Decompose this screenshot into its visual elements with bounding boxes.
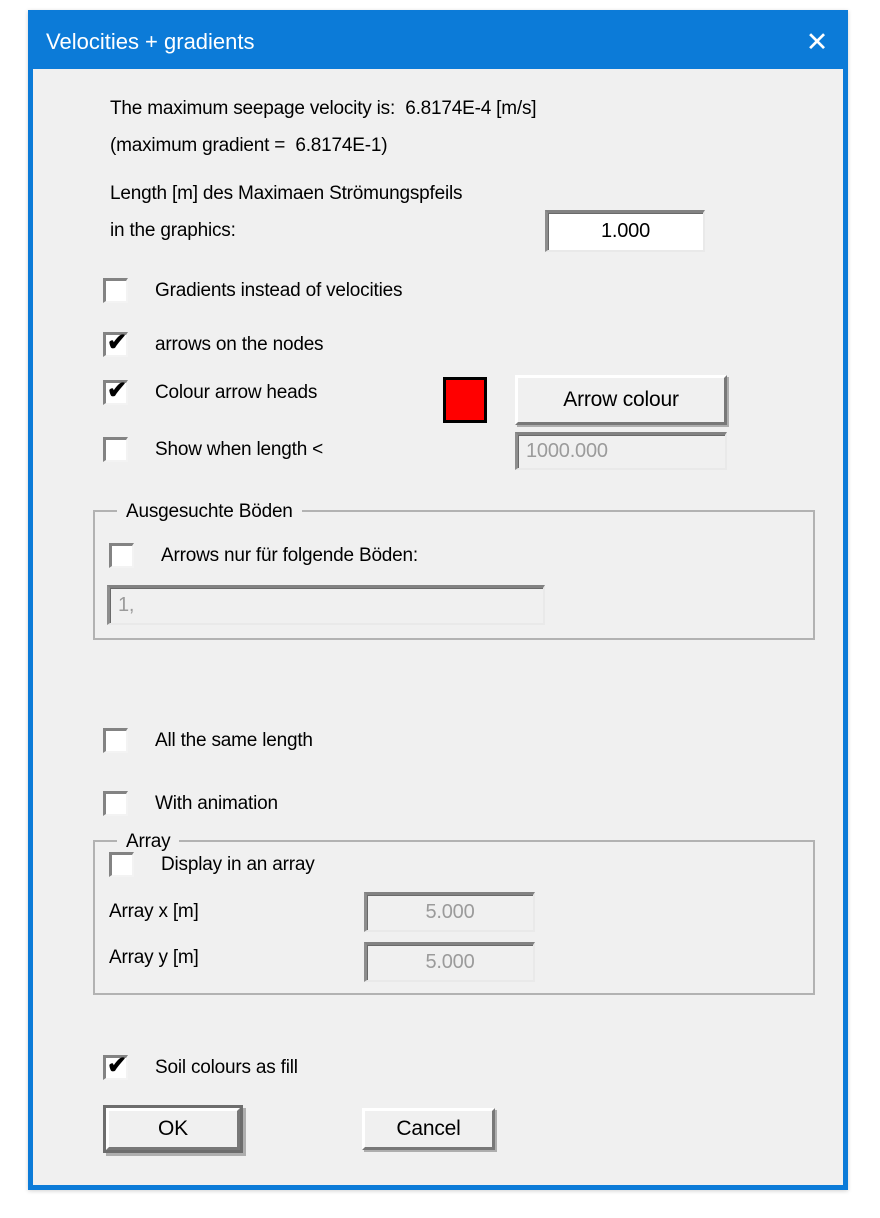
colour-arrow-heads-checkbox[interactable] bbox=[103, 376, 128, 405]
gradients-instead-row bbox=[103, 278, 402, 303]
array-group-title: Array bbox=[117, 829, 179, 854]
all-same-length-row bbox=[103, 728, 313, 753]
display-in-array-checkbox[interactable] bbox=[109, 852, 134, 877]
gradients-instead-checkbox[interactable] bbox=[103, 278, 128, 303]
all-same-length-checkbox[interactable] bbox=[103, 728, 128, 753]
soil-colours-row bbox=[103, 1051, 298, 1080]
show-when-length-row bbox=[103, 437, 323, 462]
dialog-title: Velocities + gradients bbox=[46, 29, 255, 54]
close-icon: ✕ bbox=[805, 26, 829, 57]
selected-soils-group bbox=[93, 501, 815, 640]
soil-colours-label: Soil colours as fill bbox=[155, 1057, 298, 1078]
all-same-length-label: All the same length bbox=[155, 730, 313, 751]
array-x-label: Array x [m] bbox=[109, 901, 199, 922]
gradients-instead-label: Gradients instead of velocities bbox=[155, 280, 403, 301]
colour-arrow-heads-row bbox=[103, 376, 318, 405]
title-bar[interactable] bbox=[33, 15, 843, 69]
array-x-input[interactable]: 5.000 bbox=[364, 892, 535, 932]
checkmark-icon: ✔ bbox=[106, 1051, 128, 1079]
arrows-on-nodes-label: arrows on the nodes bbox=[155, 334, 324, 355]
array-y-input[interactable]: 5.000 bbox=[364, 942, 535, 982]
display-in-array-label: Display in an array bbox=[161, 854, 315, 875]
colour-arrow-heads-label: Colour arrow heads bbox=[155, 382, 318, 403]
dialog-body bbox=[33, 69, 843, 1185]
display-in-array-row bbox=[109, 852, 315, 877]
with-animation-row bbox=[103, 791, 278, 816]
arrow-colour-swatch bbox=[443, 377, 487, 423]
ok-button[interactable]: OK bbox=[106, 1108, 240, 1150]
arrows-for-soils-row bbox=[109, 543, 418, 568]
array-group bbox=[93, 831, 815, 995]
velocities-gradients-dialog bbox=[28, 10, 848, 1190]
max-gradient-text: (maximum gradient = 6.8174E-1) bbox=[110, 135, 388, 156]
arrows-on-nodes-checkbox[interactable] bbox=[103, 328, 128, 357]
checkmark-icon: ✔ bbox=[106, 328, 128, 356]
length-input[interactable]: 1.000 bbox=[545, 210, 705, 252]
show-when-length-input[interactable]: 1000.000 bbox=[515, 432, 727, 470]
show-when-length-label: Show when length < bbox=[155, 439, 324, 460]
show-when-length-checkbox[interactable] bbox=[103, 437, 128, 462]
with-animation-checkbox[interactable] bbox=[103, 791, 128, 816]
close-button[interactable] bbox=[791, 15, 843, 69]
selected-soils-group-title: Ausgesuchte Böden bbox=[117, 499, 302, 524]
arrows-for-soils-checkbox[interactable] bbox=[109, 543, 134, 568]
cancel-button[interactable]: Cancel bbox=[362, 1108, 495, 1150]
arrows-for-soils-label: Arrows nur für folgende Böden: bbox=[161, 545, 418, 566]
with-animation-label: With animation bbox=[155, 793, 278, 814]
array-y-label: Array y [m] bbox=[109, 947, 199, 968]
length-label-line1: Length [m] des Maximaen Strömungspfeils bbox=[110, 183, 463, 204]
max-velocity-text: The maximum seepage velocity is: 6.8174E-4 [m/s] bbox=[110, 98, 537, 119]
arrow-colour-button[interactable]: Arrow colour bbox=[515, 375, 727, 425]
soil-numbers-input[interactable]: 1, bbox=[107, 585, 545, 625]
arrows-on-nodes-row bbox=[103, 328, 324, 357]
checkmark-icon: ✔ bbox=[106, 376, 128, 404]
length-label-line2: in the graphics: bbox=[110, 220, 236, 241]
soil-colours-checkbox[interactable] bbox=[103, 1051, 128, 1080]
